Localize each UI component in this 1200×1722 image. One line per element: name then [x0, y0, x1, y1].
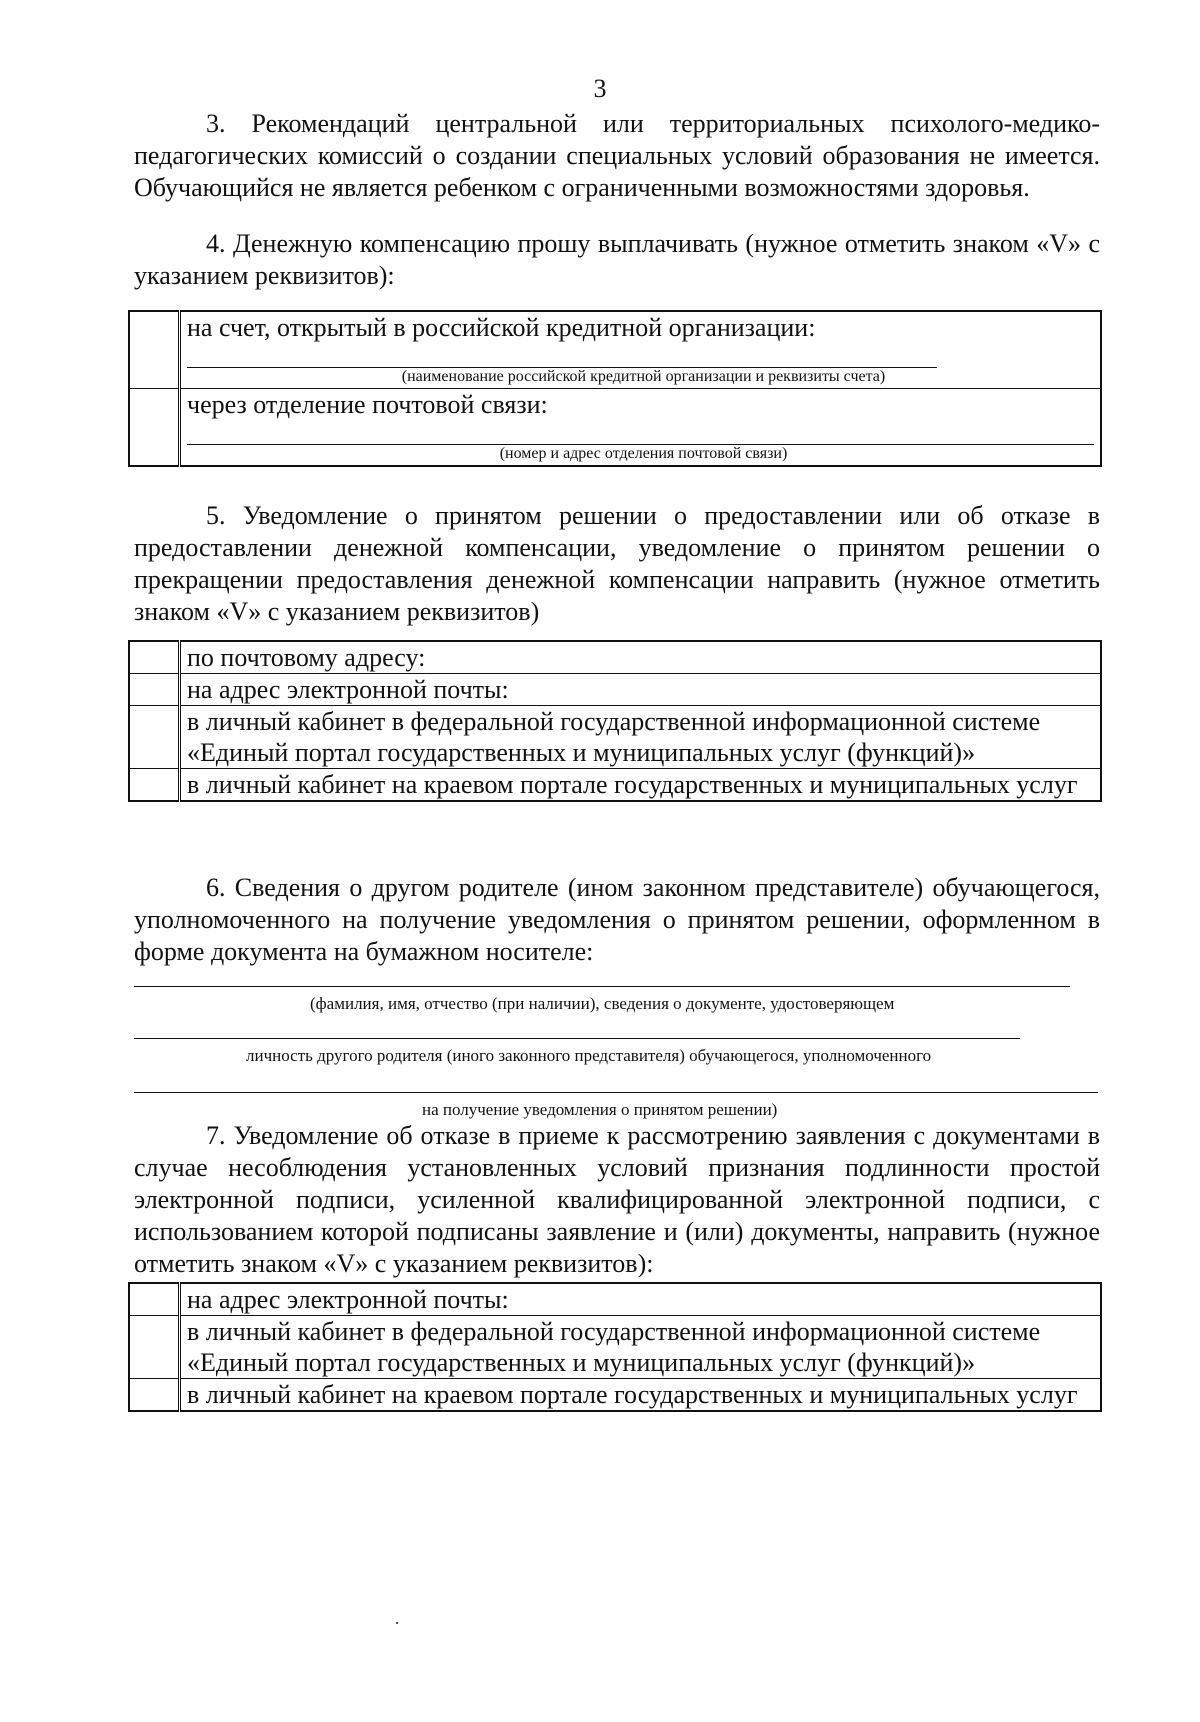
refusal-notification-table [128, 1282, 1102, 1412]
table-row [129, 769, 1101, 802]
checkbox-cell[interactable] [129, 674, 180, 706]
option-label: на адрес электронной почты: [180, 674, 1102, 706]
fill-line[interactable] [187, 343, 937, 368]
paragraph-7: 7. Уведомление об отказе в приеме к рассмотрению заявления с документами в случае несоблюдения установленных условий признания подлинности простой электронной подписи, усиленной квалифицированной электронной подписи, с использованием которой подписаны заявление и (или) документы, направить (нужное отметить знаком «V» с указанием реквизитов): [134, 1121, 1100, 1278]
paragraph-3: 3. Рекомендаций центральной или территориальных психолого-медико-педагогических комиссий о создании специальных условий образования не имеется. Обучающийся не является ребенком с ограниченными возможностями здоровья. [134, 109, 1100, 202]
field-caption: на получение уведомления о принятом решении) [422, 1100, 778, 1119]
checkbox-cell-post[interactable] [129, 389, 180, 467]
table-row [129, 1379, 1101, 1412]
notification-options-table [128, 640, 1102, 802]
option-label: через отделение почтовой связи: [187, 390, 548, 419]
table-row [129, 706, 1101, 769]
table-row [129, 1283, 1101, 1316]
checkbox-cell[interactable] [129, 641, 180, 674]
checkbox-cell[interactable] [129, 769, 180, 802]
fill-line[interactable] [134, 1038, 1020, 1039]
scan-speck [396, 1622, 398, 1624]
table-row [129, 674, 1101, 706]
field-caption: (наименование российской кредитной организации и реквизиты счета) [401, 368, 886, 385]
field-caption: личность другого родителя (иного законного представителя) обучающегося, уполномоченного [246, 1046, 932, 1065]
field-caption: (фамилия, имя, отчество (при наличии), сведения о документе, удостоверяющем [310, 994, 895, 1013]
option-label: на адрес электронной почты: [180, 1283, 1102, 1316]
paragraph-6: 6. Сведения о другом родителе (ином законном представителе) обучающегося, уполномоченного на получение уведомления о принятом решении, оформленном в форме документа на бумажном носителе: [134, 873, 1100, 966]
table-row [129, 311, 1101, 389]
checkbox-cell[interactable] [129, 1283, 180, 1316]
table-row [129, 389, 1101, 467]
paragraph-5: 5. Уведомление о принятом решении о предоставлении или об отказе в предоставлении денежной компенсации, уведомление о принятом решении о прекращении предоставления денежной компенсации направить (нужное отметить знаком «V» с указанием реквизитов) [134, 501, 1100, 626]
field-caption: (номер и адрес отделения почтовой связи) [499, 445, 788, 462]
table-row [129, 641, 1101, 674]
fill-line[interactable] [187, 420, 1094, 445]
option-bank-account [180, 311, 1102, 389]
page-number: 3 [593, 74, 607, 103]
option-post-office [180, 389, 1102, 467]
checkbox-cell[interactable] [129, 1316, 180, 1379]
option-label: в личный кабинет в федеральной государственной информационной системе «Единый портал государственных и муниципальных услуг (функций)» [180, 1316, 1102, 1379]
option-label: в личный кабинет на краевом портале государственных и муниципальных услуг [180, 769, 1102, 802]
paragraph-4: 4. Денежную компенсацию прошу выплачивать (нужное отметить знаком «V» с указанием реквизитов): [134, 229, 1100, 290]
table-row [129, 1316, 1101, 1379]
option-label: на счет, открытый в российской кредитной организации: [187, 313, 816, 342]
payment-options-table [128, 310, 1102, 467]
option-label: в личный кабинет в федеральной государственной информационной системе «Единый портал государственных и муниципальных услуг (функций)» [180, 706, 1102, 769]
fill-line[interactable] [134, 1092, 1098, 1093]
fill-line[interactable] [134, 986, 1070, 987]
checkbox-cell[interactable] [129, 1379, 180, 1412]
checkbox-cell-bank[interactable] [129, 311, 180, 389]
option-label: по почтовому адресу: [180, 641, 1102, 674]
option-label: в личный кабинет на краевом портале государственных и муниципальных услуг [180, 1379, 1102, 1412]
checkbox-cell[interactable] [129, 706, 180, 769]
